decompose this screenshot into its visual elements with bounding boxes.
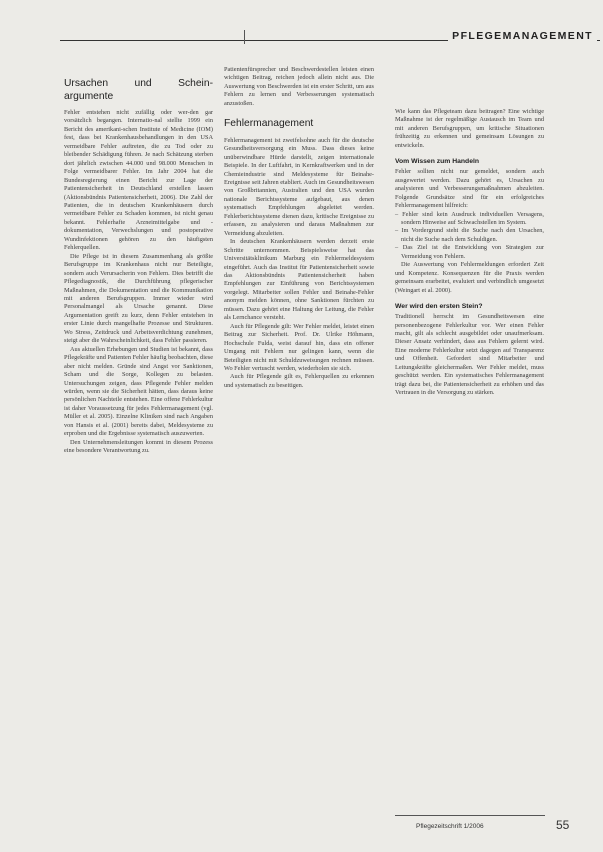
list-item: – Im Vordergrund steht die Suche nach den Ursachen, nicht die Suche nach dem Schuldigen. <box>395 227 544 243</box>
text-column-1 <box>64 66 213 456</box>
paragraph: Aus aktuellen Erhebungen und Studien ist bekannt, dass Pflegekräfte und Patienten Fehler häufig beobachten, diese aber nicht melden. Gründe sind Angst vor Sanktionen, Scham und die Sorge, Kollegen zu belasten. Untersuchungen zeigen, dass Pflegende Fehler melden würden, wenn sie die Sicherheit hätten, dass daraus keine persönlichen Nachteile entstehen. Eine offene Fehlerkultur ist daher Voraussetzung für jedes Fehlermanagement (vgl. Müller et al. 2005). Einzelne Kliniken sind nach Angaben von Hansis et al. (2001) bereits dabei, Meldesysteme zu erproben und die Ergebnisse systematisch auszuwerten. <box>64 345 213 438</box>
paragraph: Auch für Pflegende gilt es, Fehlerquellen zu erkennen und systematisch zu beseitigen. <box>224 373 374 389</box>
paragraph: Auch für Pflegende gilt: Wer Fehler meldet, leistet einen Beitrag zur Sicherheit. Prof. Dr. Ulrike Höhmann, Hochschule Fulda, weist darauf hin, dass ein offener Umgang mit Fehlern nur gelingen kann, wenn die Beteiligten nicht mit Schuldzuweisungen rechnen müssen. Wo Fehler vertuscht werden, wiederholen sie sich. <box>224 322 374 372</box>
page-number: 55 <box>556 818 570 832</box>
paragraph: Wie kann das Pflegeteam dazu beitragen? Eine wichtige Maßnahme ist der regelmäßige Austausch im Team und mit anderen Berufsgruppen, um kritische Situationen frühzeitig zu erkennen und gemeinsam Lösungen zu entwickeln. <box>395 108 544 149</box>
heading-causes: Ursachen und Schein-argumente <box>64 78 213 102</box>
journal-citation: Pflegezeitschrift 1/2006 <box>416 823 484 830</box>
subheading-first-stone: Wer wird den ersten Stein? <box>395 303 483 311</box>
paragraph: Die Pflege ist in diesem Zusammenhang als größte Berufsgruppe im Krankenhaus nicht nur Beteiligte, sondern auch Verursacherin von Fehlern. Dies betrifft die Pflegediagnostik, die Durchführung pflegerischer Maßnahmen, die Dokumentation und die Kommunikation mit anderen Berufsgruppen. Immer wieder wird Personalmangel als Ursache genannt. Diese Argumentation greift zu kurz, denn Fehler entstehen in erster Linie durch mangelhafte Prozesse und Strukturen. Wo Stress, Zeitdruck und Arbeitsverdichtung zunehmen, steigt aber die Wahrscheinlichkeit, dass Fehler passieren. <box>64 252 213 345</box>
paragraph: Den Unternehmensleitungen kommt in diesem Prozess eine besondere Verantwortung zu. <box>64 438 213 455</box>
paragraph: Patientenfürsprecher und Beschwerdestellen leisten einen wichtigen Beitrag, reichen jedoch allein nicht aus. Die Auswertung von Beschwerden ist ein erster Schritt, um aus Fehlern zu lernen und Verbesserungen systematisch anzustoßen. <box>224 66 374 107</box>
text-column-2 <box>224 66 374 390</box>
paragraph: In deutschen Krankenhäusern werden derzeit erste Schritte unternommen. Beispielsweise hat das Universitätsklinikum Marburg ein Fehlermeldesystem eingeführt. Auch das Institut für Patientensicherheit sowie das Aktionsbündnis Patientensicherheit haben Empfehlungen zur Einführung von Berichtssystemen vorgelegt. Mitarbeiter sollen Fehler und Beinahe-Fehler anonym melden können, ohne Sanktionen fürchten zu müssen. Dazu gehört eine Haltung der Leitung, die Fehler als Lernchance versteht. <box>224 238 374 322</box>
header-tick-mark <box>244 30 245 44</box>
list-item: – Das Ziel ist die Entwicklung von Strategien zur Vermeidung von Fehlern. <box>395 244 544 260</box>
footer-rule <box>395 815 545 816</box>
heading-error-management: Fehlermanagement <box>224 118 314 130</box>
paragraph: Traditionell herrscht im Gesundheitswesen eine personenbezogene Fehlerkultur vor. Wer einen Fehler macht, gilt als schlecht ausgebildet oder unaufmerksam. Dieser Ansatz verhindert, dass aus Fehlern gelernt wird. Eine moderne Fehlerkultur setzt dagegen auf Transparenz und Offenheit. Gefordert sind Mitarbeiter und Leitungskräfte gleichermaßen. Wer Fehler meldet, muss geschützt werden. Ein systematisches Fehlermanagement trägt dazu bei, die Patientensicherheit zu erhöhen und das Vertrauen in die Versorgung zu stärken. <box>395 313 544 397</box>
paragraph: Fehler entstehen nicht zufällig oder wer-den gar vorsätzlich begangen. Internatio-nal stellte 1999 ein Bericht des amerikani-schen Institute of Medicine (IOM) fest, dass bei Krankenhausbehandlungen in den USA vermeidbare Fehler auftreten, die zu Tod oder zu bleibender Schädigung führen. Je nach Schätzung sterben dort jährlich zwischen 44.000 und 98.000 Menschen in Folge vermeidbarer Fehler. Im Jahr 2004 hat die Bundesregierung einen Bericht zur Lage der Patientensicherheit in Deutschland erstellen lassen (Aktionsbündnis Patientensicherheit, 2006). Die Zahl der Patienten, die in deutschen Krankenhäusern durch vermeidbare Fehler zu Schaden kommen, ist nicht genau bekannt. Fehlerhafte Arzneimittelgabe und -dokumentation, Verwechslungen und postoperative Wundinfektionen gehören zu den häufigsten Fehlerquellen. <box>64 109 213 252</box>
paragraph: Fehler sollten nicht nur gemeldet, sondern auch ausgewertet werden. Dazu gehört es, Ursachen zu analysieren und Verbesserungsmaßnahmen abzuleiten. Folgende Grundsätze sind für ein erfolgreiches Fehlermanagement hilfreich: <box>395 168 544 210</box>
paragraph: Fehlermanagement ist zweifelsohne auch für die deutsche Gesundheitsversorgung ein Muss. Dass dieses keine unüberwindbare Hürde darstellt, zeigen internationale Beispiele. In der Luftfahrt, in Kernkraftwerken und in der Chemieindustrie sind Meldesysteme für Beinahe-Ereignisse seit Jahren etabliert. Auch im Gesundheitswesen von Großbritannien, Australien und den USA wurden nationale Berichtssysteme aufgebaut, aus denen systematisch Empfehlungen abgeleitet werden. Fehlerberichtssysteme dienen dazu, kritische Ereignisse zu erfassen, zu analysieren und daraus Maßnahmen zur Vermeidung abzuleiten. <box>224 136 374 237</box>
subheading-knowledge-to-action: Vom Wissen zum Handeln <box>395 158 480 166</box>
list-item: – Fehler sind kein Ausdruck individuellen Versagens, sondern Hinweise auf Schwachstellen im System. <box>395 210 544 226</box>
section-title: PFLEGEMANAGEMENT <box>448 30 597 42</box>
paragraph: Die Auswertung von Fehlermeldungen erfordert Zeit und Kompetenz. Konsequenzen für die Praxis werden gemeinsam erarbeitet, evaluiert und verbindlich umgesetzt (Weingart et al. 2000). <box>395 261 544 294</box>
dash-list <box>395 211 544 262</box>
text-column-3 <box>395 108 544 398</box>
